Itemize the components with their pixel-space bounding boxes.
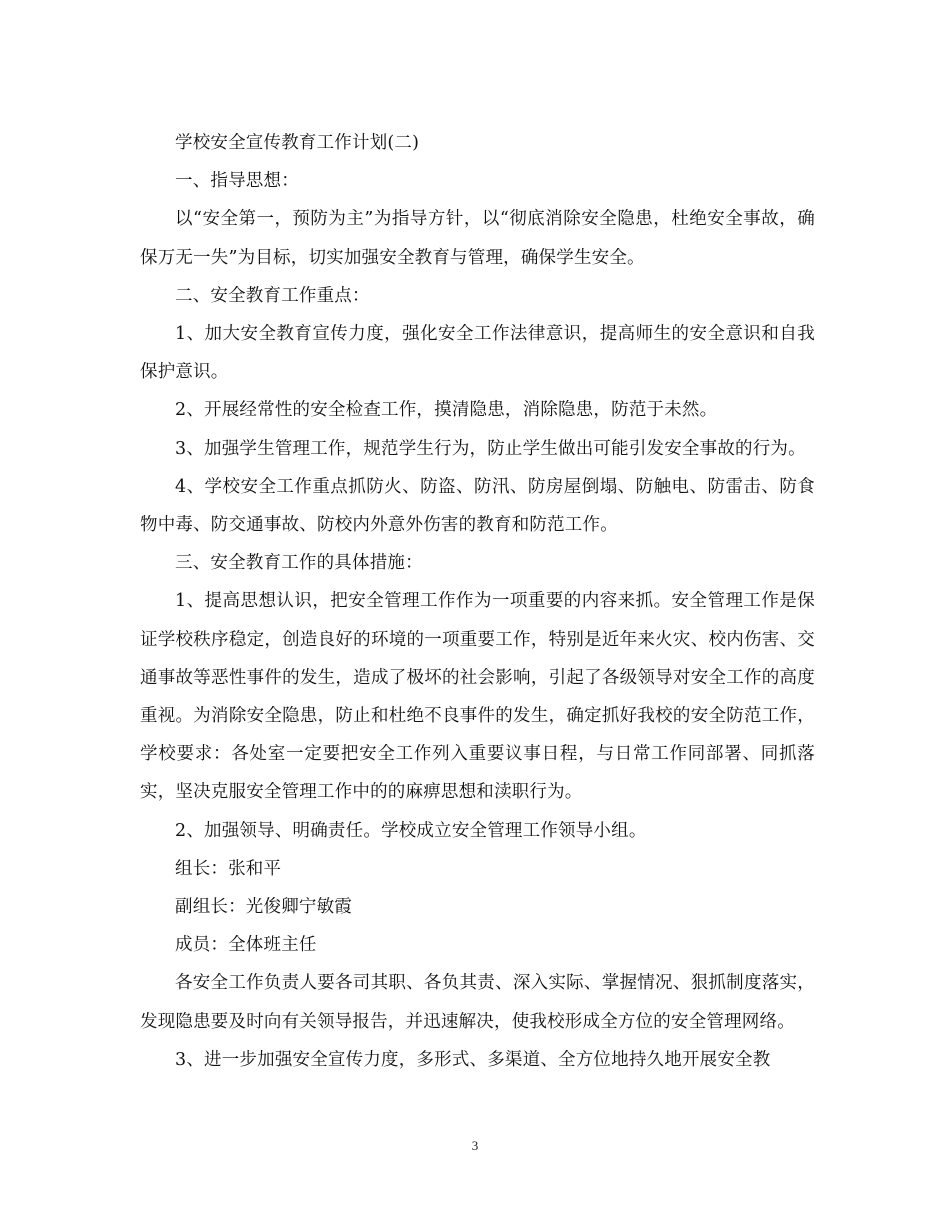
paragraph-team-leader: 组长：张和平 <box>175 858 282 879</box>
document-body <box>140 124 815 1079</box>
paragraph-key-point-3: 3、加强学生管理工作，规范学生行为，防止学生做出可能引发安全事故的行为。 <box>175 438 806 459</box>
page-number: 3 <box>471 1138 479 1153</box>
paragraph-measure-3: 3、进一步加强安全宣传力度，多形式、多渠道、全方位地持久地开展安全教 <box>175 1049 771 1070</box>
document-title: 学校安全宣传教育工作计划(二) <box>175 133 420 153</box>
paragraph-measure-2: 2、加强领导、明确责任。学校成立安全管理工作领导小组。 <box>175 820 647 841</box>
paragraph-key-point-1: 1、加大安全教育宣传力度，强化安全工作法律意识，提高师生的安全意识和自我保护意识。 <box>140 324 815 383</box>
paragraph-guiding-ideology: 以“安全第一，预防为主”为指导方针，以“彻底消除安全隐患，杜绝安全事故，确保万无一失”为目标，切实加强安全教育与管理，确保学生安全。 <box>140 209 815 268</box>
section-heading-guiding-ideology: 一、指导思想： <box>175 171 299 192</box>
paragraph-responsibilities: 各安全工作负责人要各司其职、各负其责、深入实际、掌握情况、狠抓制度落实，发现隐患要及时向有关领导报告，并迅速解决，使我校形成全方位的安全管理网络。 <box>140 973 815 1032</box>
paragraph-deputy-leaders: 副组长：光俊卿宁敏霞 <box>175 897 352 918</box>
paragraph-key-point-2: 2、开展经常性的安全检查工作，摸清隐患，消除隐患，防范于未然。 <box>175 400 718 421</box>
section-heading-key-points: 二、安全教育工作重点： <box>175 285 370 306</box>
paragraph-measure-1: 1、提高思想认识，把安全管理工作作为一项重要的内容来抓。安全管理工作是保证学校秩序稳定，创造良好的环境的一项重要工作，特别是近年来火灾、校内伤害、交通事故等恶性事件的发生，造成了极坏的社会影响，引起了各级领导对安全工作的高度重视。为消除安全隐患，防止和杜绝不良事件的发生，确定抓好我校的安全防范工作，学校要求：各处室一定要把安全工作列入重要议事日程，与日常工作同部署、同抓落实，坚决克服安全管理工作中的的麻痹思想和渎职行为。 <box>140 591 815 803</box>
paragraph-members: 成员：全体班主任 <box>175 935 317 956</box>
section-heading-measures: 三、安全教育工作的具体措施： <box>175 553 423 574</box>
paragraph-key-point-4: 4、学校安全工作重点抓防火、防盗、防汛、防房屋倒塌、防触电、防雷击、防食物中毒、防交通事故、防校内外意外伤害的教育和防范工作。 <box>140 476 815 536</box>
